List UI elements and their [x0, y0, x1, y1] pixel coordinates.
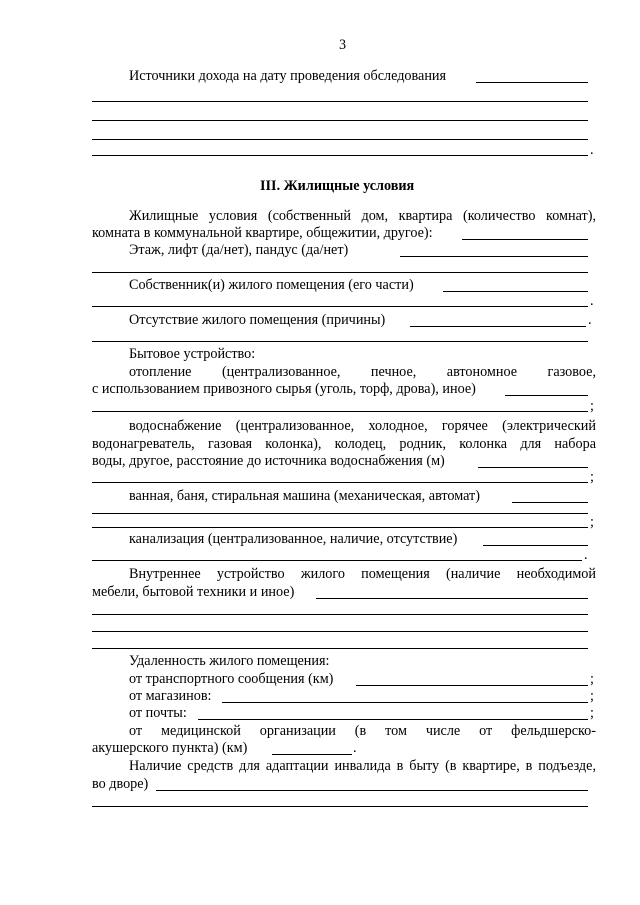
heating-field[interactable] — [505, 395, 588, 396]
bath-label: ванная, баня, стиральная машина (механическая, автомат) — [129, 488, 480, 504]
sewer-period: . — [584, 547, 588, 563]
interior-line-2: мебели, бытовой техники и иное) — [92, 584, 295, 600]
income-line-1[interactable] — [92, 101, 588, 102]
absence-line-2[interactable] — [92, 341, 588, 342]
interior-line-5[interactable] — [92, 648, 588, 649]
heating-line-2: с использованием привозного сырья (уголь, торф, дрова), иное) — [92, 381, 476, 397]
absence-field[interactable] — [410, 326, 586, 327]
utilities-heading: Бытовое устройство: — [129, 346, 256, 362]
post-field[interactable] — [198, 719, 588, 720]
water-line-1: водоснабжение (централизованное, холодное, горячее (электрический — [129, 418, 596, 434]
floor-label: Этаж, лифт (да/нет), пандус (да/нет) — [129, 242, 349, 258]
transport-field[interactable] — [356, 685, 588, 686]
bath-semicolon: ; — [590, 514, 594, 530]
bath-field[interactable] — [512, 502, 588, 503]
medical-line-1: от медицинской организации (в том числе от фельдшерско- — [129, 723, 596, 739]
medical-line-2: акушерского пункта) (км) — [92, 740, 248, 756]
floor-field[interactable] — [400, 256, 588, 257]
water-field[interactable] — [478, 467, 588, 468]
absence-label: Отсутствие жилого помещения (причины) — [129, 312, 386, 328]
adaptation-field[interactable] — [156, 790, 588, 791]
adaptation-line-3[interactable] — [92, 806, 588, 807]
medical-period: . — [353, 740, 357, 756]
adaptation-line-2: во дворе) — [92, 776, 149, 792]
owner-field[interactable] — [443, 291, 588, 292]
income-line-3[interactable] — [92, 139, 588, 140]
interior-field[interactable] — [316, 598, 588, 599]
income-line-4[interactable] — [92, 155, 588, 156]
owner-end-period: . — [590, 293, 594, 309]
interior-line-1: Внутреннее устройство жилого помещения (наличие необходимой — [129, 566, 596, 582]
bath-line-2[interactable] — [92, 513, 588, 514]
sewer-line-2[interactable] — [92, 560, 582, 561]
adaptation-line-1: Наличие средств для адаптации инвалида в быту (в квартире, в подъезде, — [129, 758, 596, 774]
floor-line-2[interactable] — [92, 272, 588, 273]
shops-semicolon: ; — [590, 688, 594, 704]
housing-line-1: Жилищные условия (собственный дом, квартира (количество комнат), — [129, 208, 596, 224]
sewer-field[interactable] — [483, 545, 588, 546]
post-label: от почты: — [129, 705, 187, 721]
heating-line-1: отопление (централизованное, печное, автономное газовое, — [129, 364, 596, 380]
water-line-4[interactable] — [92, 482, 588, 483]
interior-line-3[interactable] — [92, 614, 588, 615]
income-label: Источники дохода на дату проведения обследования — [129, 68, 447, 84]
income-line-2[interactable] — [92, 120, 588, 121]
page-number: 3 — [339, 37, 347, 53]
heating-semicolon: ; — [590, 398, 594, 414]
water-line-3: воды, другое, расстояние до источника водоснабжения (м) — [92, 453, 445, 469]
distance-heading: Удаленность жилого помещения: — [129, 653, 330, 669]
section-title: III. Жилищные условия — [260, 178, 415, 194]
owner-line-2[interactable] — [92, 306, 588, 307]
sewer-label: канализация (централизованное, наличие, отсутствие) — [129, 531, 458, 547]
medical-field[interactable] — [272, 754, 352, 755]
heating-line-3[interactable] — [92, 411, 588, 412]
transport-semicolon: ; — [590, 671, 594, 687]
interior-line-4[interactable] — [92, 631, 588, 632]
income-end-period: . — [590, 142, 594, 158]
shops-label: от магазинов: — [129, 688, 212, 704]
transport-label: от транспортного сообщения (км) — [129, 671, 334, 687]
post-semicolon: ; — [590, 705, 594, 721]
bath-line-3[interactable] — [92, 527, 588, 528]
income-field[interactable] — [476, 82, 588, 83]
absence-end-period: . — [588, 312, 592, 328]
housing-type-field[interactable] — [462, 239, 588, 240]
water-line-2: водонагреватель, газовая колонка), колодец, родник, колонка для набора — [92, 436, 596, 452]
shops-field[interactable] — [222, 702, 588, 703]
owner-label: Собственник(и) жилого помещения (его части) — [129, 277, 414, 293]
housing-line-2: комната в коммунальной квартире, общежитии, другое): — [92, 225, 433, 241]
water-semicolon: ; — [590, 469, 594, 485]
